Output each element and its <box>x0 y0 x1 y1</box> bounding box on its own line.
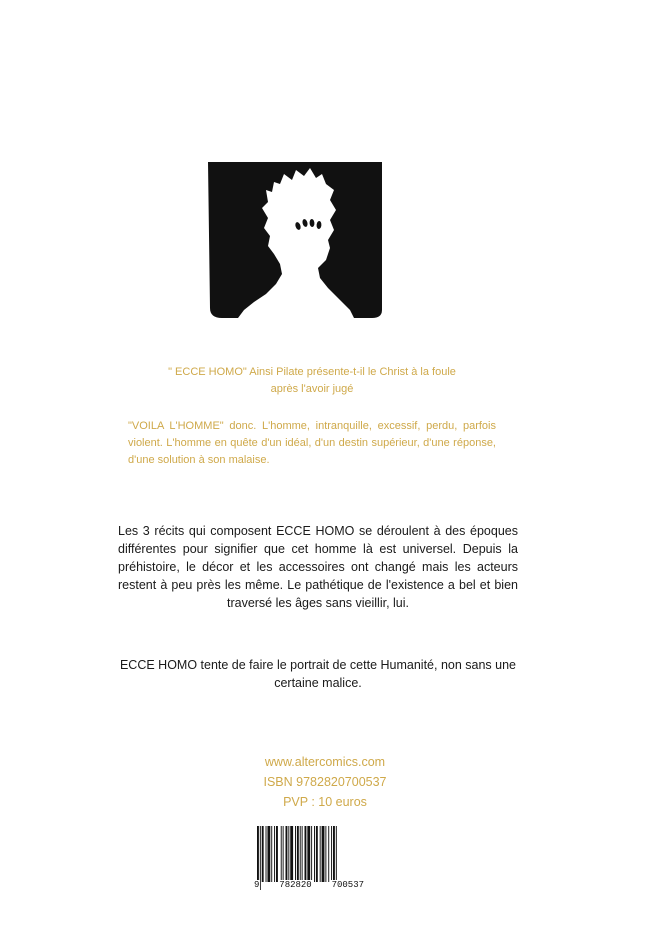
barcode-bar <box>322 826 325 882</box>
description-paragraph-2: ECCE HOMO tente de faire le portrait de cette Humanité, non sans une certaine malice. <box>119 658 517 690</box>
barcode-bar <box>302 826 303 882</box>
barcode-bar <box>274 826 275 882</box>
face-marks <box>294 219 321 231</box>
barcode-bar <box>316 826 318 882</box>
cover-illustration <box>200 160 390 320</box>
website-link[interactable]: www.altercomics.com <box>264 755 386 769</box>
quote-intro <box>128 364 496 398</box>
barcode-bar <box>331 826 332 882</box>
barcode-bar <box>267 826 270 882</box>
publication-info <box>200 752 450 812</box>
barcode-digits <box>253 880 365 890</box>
price-label: PVP : 10 euros <box>283 795 367 809</box>
barcode-bar <box>307 826 310 882</box>
barcode-digits-middle: 782820 <box>279 880 312 890</box>
black-figure-shape <box>208 162 382 318</box>
barcode-bar <box>288 826 289 882</box>
barcode-bar <box>314 826 315 882</box>
quote-line-1: " ECCE HOMO" Ainsi Pilate présente-t-il le Christ à la foule <box>168 366 456 378</box>
barcode-digit-left: 9 <box>254 880 260 890</box>
quote-paragraph: "VOILA L'HOMME" donc. L'homme, intranquille, excessif, perdu, parfois violent. L'homme en quête d'un idéal, d'un destin supérieur, d'une réponse, d'une solution à son malaise. <box>128 420 496 466</box>
barcode-bar <box>328 826 329 882</box>
barcode-bar <box>286 826 288 882</box>
barcode-bar <box>283 826 284 882</box>
barcode-bar <box>276 826 278 882</box>
barcode-bar <box>305 826 307 882</box>
barcode-bar <box>271 826 272 882</box>
barcode-digits-right: 700537 <box>331 880 364 890</box>
description-paragraph-1: Les 3 récits qui composent ECCE HOMO se déroulent à des époques différentes pour signifier que cet homme là est universel. Depuis la préhistoire, le décor et les accessoires ont changé mais les acteurs restent à peu près les même. Le pathétique de l'existence a bel et bien traversé les âges sans vieillir, lui. <box>118 524 518 610</box>
barcode-bar <box>295 826 296 882</box>
barcode-bar <box>311 826 312 882</box>
barcode-bar <box>325 826 326 882</box>
barcode-bar <box>281 826 282 882</box>
barcode-bar <box>320 826 321 882</box>
barcode-bar <box>290 826 293 882</box>
barcode-bar <box>262 826 264 882</box>
barcode-bar <box>266 826 267 882</box>
barcode-bar <box>333 826 335 882</box>
isbn-number: ISBN 9782820700537 <box>263 775 387 789</box>
quote-line-2: après l'avoir jugé <box>270 383 354 395</box>
